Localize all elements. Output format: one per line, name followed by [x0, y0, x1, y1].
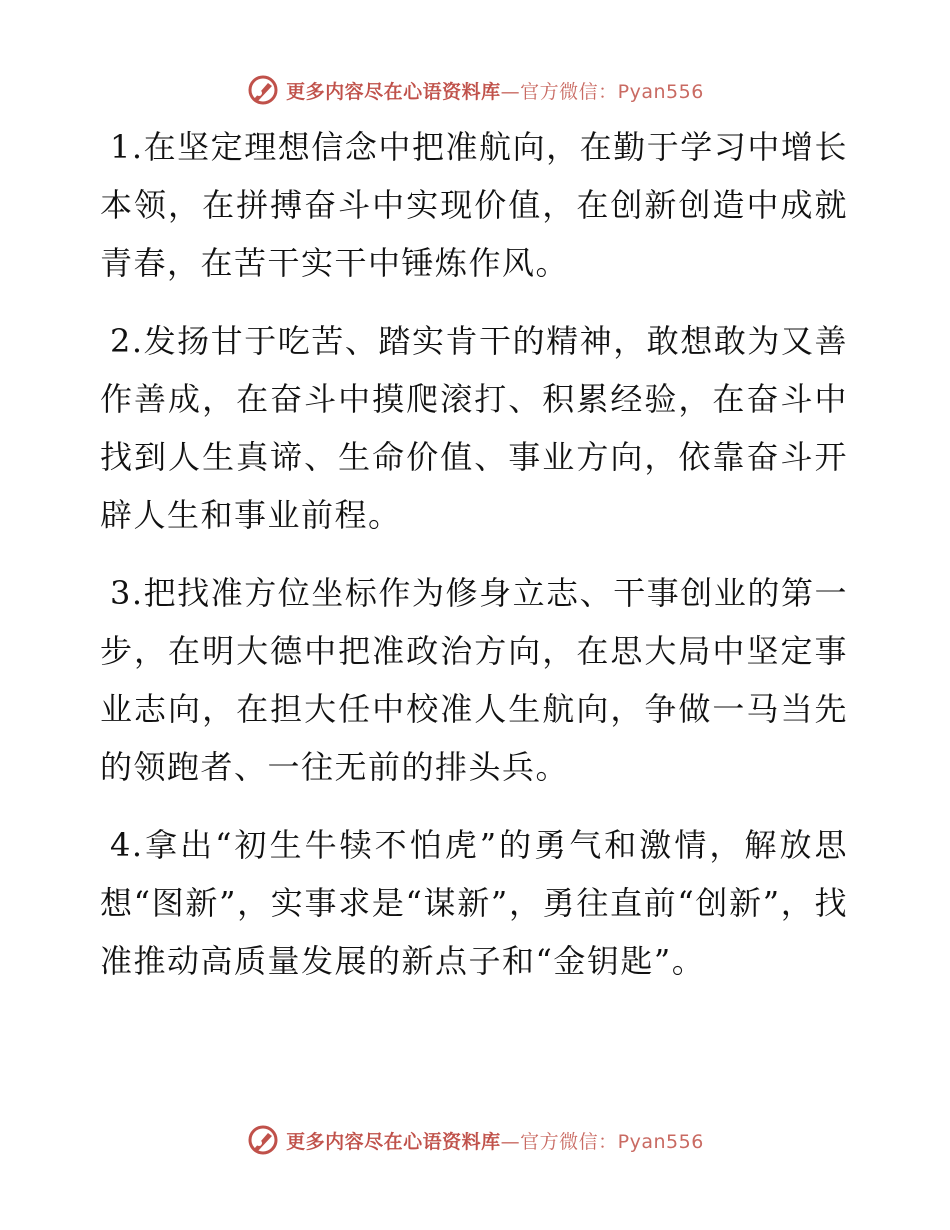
document-body — [100, 118, 848, 1010]
paragraph-text: 发扬甘于吃苦、踏实肯干的精神，敢想敢为又善作善成，在奋斗中摸爬滚打、积累经验，在奋斗中找到人生真谛、生命价值、事业方向，依靠奋斗开辟人生和事业前程。 — [100, 322, 848, 534]
watermark-tail: —官方微信：Pyan556 — [500, 80, 704, 103]
paragraph-text: 在坚定理想信念中把准航向，在勤于学习中增长本领，在拼搏奋斗中实现价值，在创新创造中成就青春，在苦干实干中锤炼作风。 — [100, 128, 848, 282]
watermark-lead: 更多内容尽在心语资料库 — [286, 1130, 501, 1153]
pen-logo-icon — [246, 1123, 280, 1157]
watermark-text — [286, 77, 704, 104]
watermark-lead: 更多内容尽在心语资料库 — [286, 80, 501, 103]
paragraph-text: 把找准方位坐标作为修身立志、干事创业的第一步，在明大德中把准政治方向，在思大局中坚定事业志向，在担大任中校准人生航向，争做一马当先的领跑者、一往无前的排头兵。 — [100, 574, 848, 786]
paragraph-2 — [100, 312, 848, 544]
paragraph-3 — [100, 564, 848, 796]
watermark-tail: —官方微信：Pyan556 — [500, 1130, 704, 1153]
paragraph-4 — [100, 816, 848, 990]
paragraph-number: 4. — [110, 826, 144, 864]
paragraph-number: 2. — [110, 322, 144, 360]
paragraph-1 — [100, 118, 848, 292]
paragraph-number: 1. — [110, 128, 144, 166]
header-watermark — [0, 70, 950, 110]
watermark-text — [286, 1127, 704, 1154]
paragraph-text: 拿出“初生牛犊不怕虎”的勇气和激情，解放思想“图新”，实事求是“谋新”，勇往直前“创新”，找准推动高质量发展的新点子和“金钥匙”。 — [100, 826, 848, 980]
paragraph-number: 3. — [110, 574, 144, 612]
footer-watermark — [0, 1120, 950, 1160]
pen-logo-icon — [246, 73, 280, 107]
